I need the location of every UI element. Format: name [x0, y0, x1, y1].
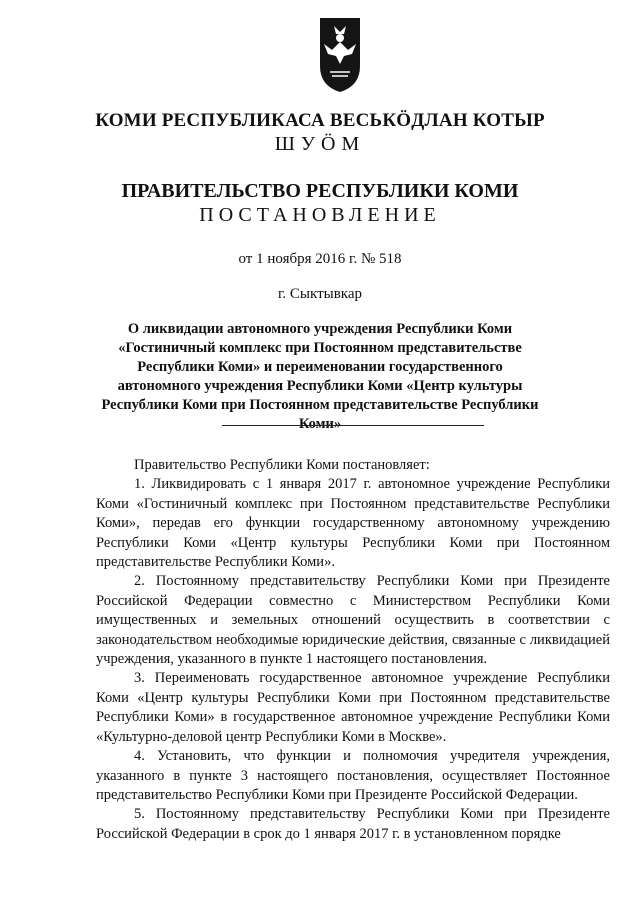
body-paragraph: 1. Ликвидировать с 1 января 2017 г. автономное учреждение Республики Коми «Гостиничный комплекс при Постоянном представительстве Республики Коми», передав его функции государственному автономному учреждению Республики Коми «Центр культуры Республики Коми при Постоянном представительстве Республики Коми». — [96, 476, 610, 571]
komi-coat-of-arms-icon — [318, 14, 362, 94]
document-city: г. Сыктывкар — [277, 286, 363, 302]
subject-divider — [222, 425, 484, 426]
document-date-number: от 1 ноября 2016 г. № 518 — [238, 251, 402, 267]
document-body — [96, 456, 610, 844]
body-paragraph: 5. Постоянному представительству Республики Коми при Президенте Российской Федерации в срок до 1 января 2017 г. в установленном порядке — [96, 806, 610, 842]
government-title: ПРАВИТЕЛЬСТВО РЕСПУБЛИКИ КОМИ — [121, 180, 519, 202]
body-intro: Правительство Республики Коми постановляет: — [134, 457, 430, 473]
komi-decree-word: ШУӦМ — [274, 133, 366, 155]
body-paragraph: 4. Установить, что функции и полномочия учредителя учреждения, указанного в пункте 3 настоящего постановления, осуществляет Постоянное представительство Республики Коми при Президенте Российской Федерации. — [96, 748, 610, 803]
document-subject: О ликвидации автономного учреждения Республики Коми «Гостиничный комплекс при Постоянном представительстве Республики Коми» и переименовании государственного автономного учреждения Республики Коми «Центр культуры Республики Коми при Постоянном представительстве Республики Коми» — [101, 321, 539, 432]
document-type: ПОСТАНОВЛЕНИЕ — [199, 204, 441, 226]
komi-government-title: КОМИ РЕСПУБЛИКАСА ВЕСЬКӦДЛАН КОТЫР — [95, 110, 545, 131]
body-paragraph: 3. Переименовать государственное автономное учреждение Республики Коми «Центр культуры Республики Коми при Постоянном представительстве Республики Коми» в государственное автономное учреждение Республики Коми «Культурно-деловой центр Республики Коми в Москве». — [96, 670, 610, 745]
body-paragraph: 2. Постоянному представительству Республики Коми при Президенте Российской Федерации совместно с Министерством Республики Коми имущественных и земельных отношений осуществить в соответствии с законодательством необходимые юридические действия, связанные с ликвидацией учреждения, указанного в пункте 1 настоящего постановления. — [96, 573, 610, 668]
